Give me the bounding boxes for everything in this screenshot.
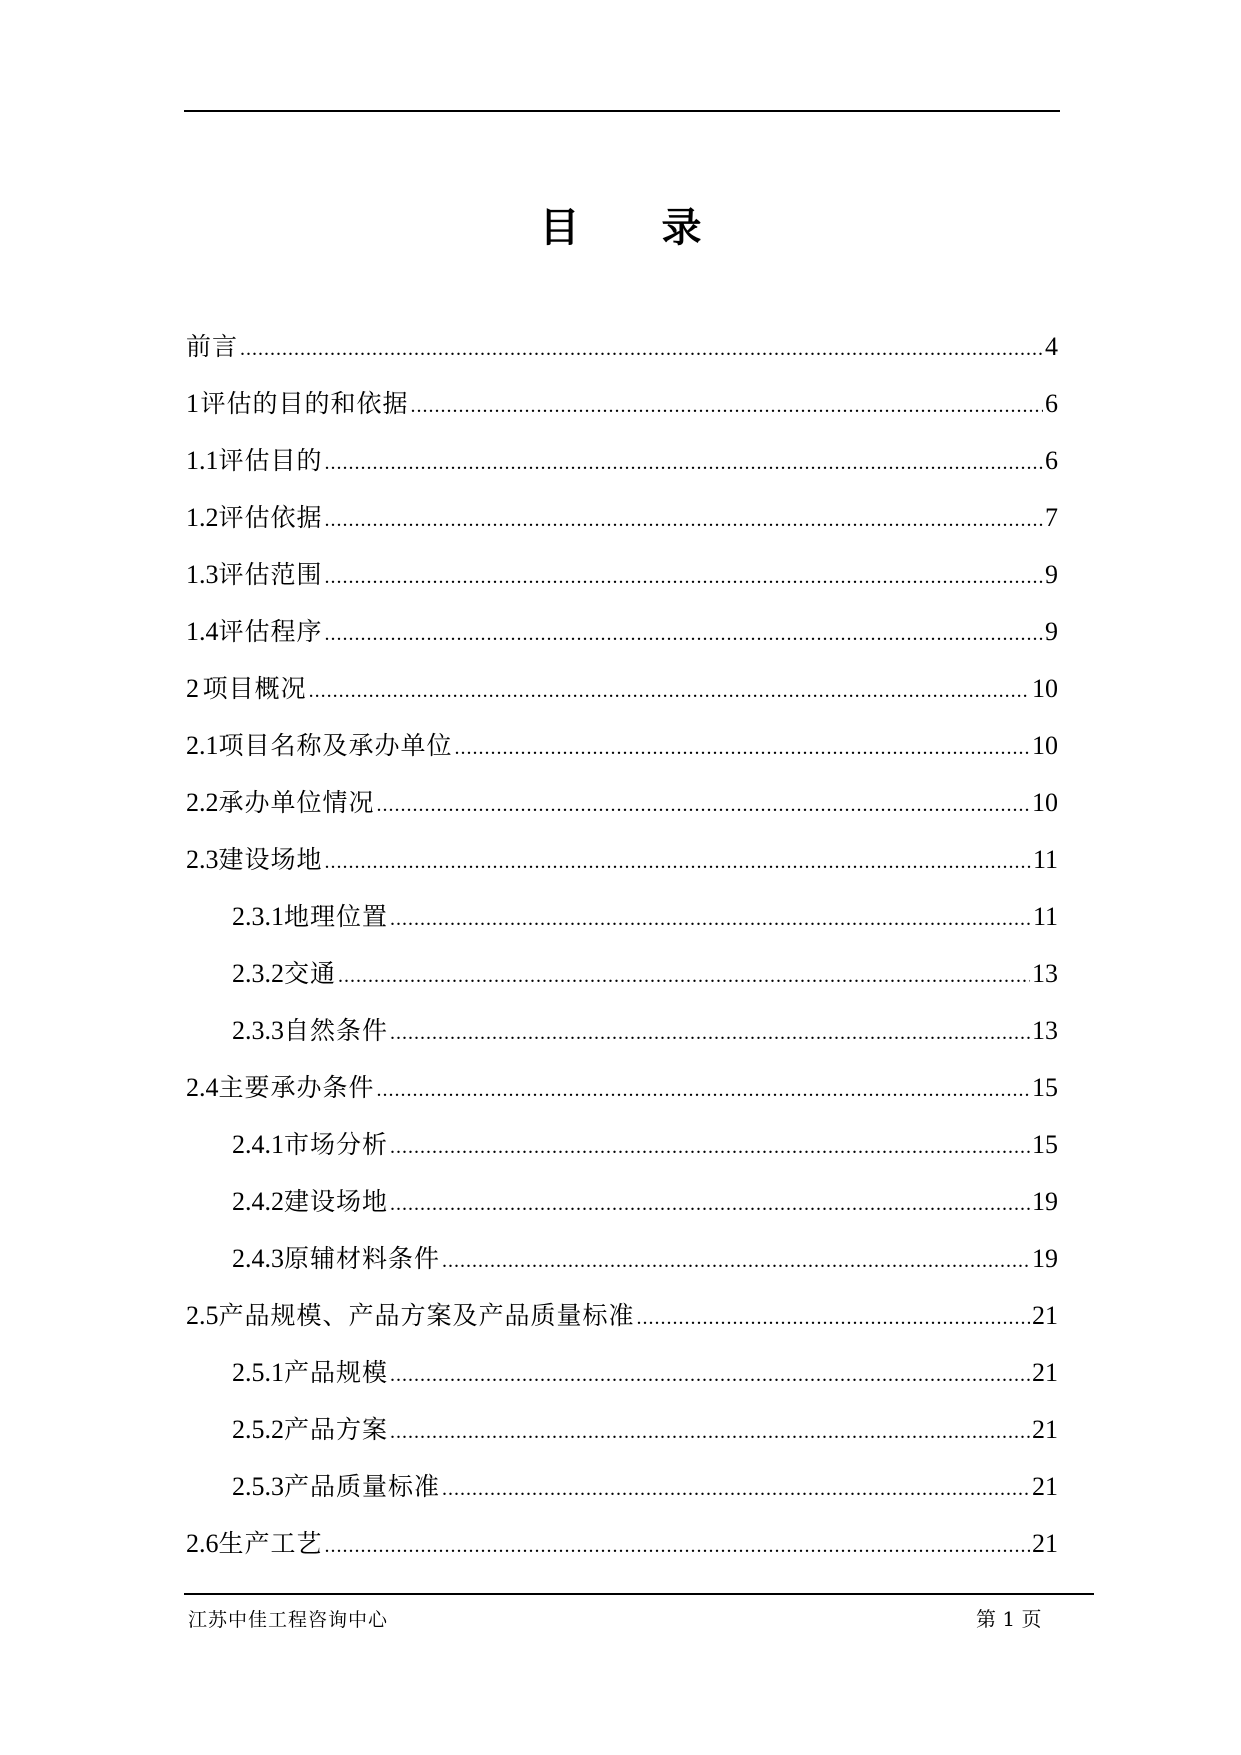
toc-entry-page: 7 [1045, 503, 1058, 532]
toc-entry[interactable] [186, 831, 1058, 888]
toc-entry-page: 21 [1032, 1358, 1058, 1387]
toc-entry-number: 2.5.3 [232, 1472, 284, 1501]
toc-dot-leader [390, 1176, 1030, 1233]
toc-entry-page: 13 [1032, 959, 1058, 988]
toc-entry[interactable] [186, 660, 1058, 717]
toc-entry-title: 评估的目的和依据 [200, 389, 409, 418]
toc-entry[interactable] [186, 1287, 1058, 1344]
toc-entry-number: 1.1 [186, 446, 219, 475]
toc-entry-title: 市场分析 [284, 1130, 389, 1159]
toc-entry-number: 2.3.1 [232, 902, 284, 931]
toc-entry-title: 建设场地 [218, 845, 323, 874]
toc-dot-leader [390, 1005, 1030, 1062]
toc-entry[interactable] [186, 1230, 1058, 1287]
footer-page-number: 第 1 页 [976, 1607, 1042, 1631]
toc-entry-page: 15 [1032, 1130, 1058, 1159]
toc-entry[interactable] [186, 945, 1058, 1002]
toc-entry-page: 21 [1032, 1301, 1058, 1330]
toc-entry-number: 2.5 [186, 1301, 219, 1330]
toc-entry-title: 项目概况 [202, 674, 307, 703]
toc-dot-leader [325, 549, 1043, 606]
toc-entry-title: 生产工艺 [218, 1529, 323, 1558]
toc-entry-page: 4 [1045, 332, 1058, 361]
toc-entry[interactable] [186, 1344, 1058, 1401]
toc-dot-leader [325, 1518, 1030, 1575]
toc-entry-number: 2.3.3 [232, 1016, 284, 1045]
toc-entry-number: 1 [186, 389, 199, 418]
toc-entry-page: 10 [1032, 731, 1058, 760]
toc-dot-leader [411, 378, 1043, 435]
toc-entry-title: 承办单位情况 [218, 788, 375, 817]
toc-entry-title: 主要承办条件 [218, 1073, 375, 1102]
toc-entry-title: 评估目的 [218, 446, 323, 475]
toc-dot-leader [309, 663, 1030, 720]
toc-entry[interactable] [186, 1401, 1058, 1458]
toc-entry-number: 1.2 [186, 503, 219, 532]
toc-entry-number: 1.3 [186, 560, 219, 589]
toc-entry-page: 15 [1032, 1073, 1058, 1102]
toc-entry[interactable] [186, 603, 1058, 660]
toc-entry[interactable] [186, 774, 1058, 831]
toc-entry-page: 19 [1032, 1244, 1058, 1273]
toc-entry-number: 2.4.2 [232, 1187, 284, 1216]
footer-rule [184, 1593, 1094, 1595]
toc-entry[interactable] [186, 1173, 1058, 1230]
toc-entry-number: 2.4.3 [232, 1244, 284, 1273]
toc-entry-page: 11 [1032, 845, 1058, 874]
toc-dot-leader [390, 1404, 1030, 1461]
toc-dot-leader [240, 321, 1043, 378]
toc-dot-leader [338, 948, 1030, 1005]
toc-entry-page: 10 [1032, 788, 1058, 817]
toc-entry-title: 原辅材料条件 [284, 1244, 441, 1273]
toc-entry[interactable] [186, 1515, 1058, 1572]
toc-entry-title: 地理位置 [284, 902, 389, 931]
toc-entry-number: 2 [186, 674, 199, 703]
toc-entry-number: 2.4 [186, 1073, 219, 1102]
toc-entry-number: 2.6 [186, 1529, 219, 1558]
toc-entry[interactable] [186, 1059, 1058, 1116]
toc-dot-leader [325, 834, 1031, 891]
table-of-contents [186, 318, 1058, 1572]
footer-organization: 江苏中佳工程咨询中心 [188, 1609, 389, 1631]
toc-entry[interactable] [186, 546, 1058, 603]
toc-entry-title: 评估范围 [218, 560, 323, 589]
toc-entry-page: 6 [1044, 389, 1058, 418]
toc-entry-page: 21 [1032, 1472, 1058, 1501]
toc-entry[interactable] [186, 1458, 1058, 1515]
toc-entry-number: 2.4.1 [232, 1130, 284, 1159]
toc-entry-number: 1.4 [186, 617, 219, 646]
toc-entry-number: 2.1 [186, 731, 219, 760]
toc-entry-title: 产品质量标准 [284, 1472, 441, 1501]
toc-entry[interactable] [186, 375, 1058, 432]
toc-entry-page: 9 [1045, 560, 1058, 589]
toc-entry-page: 21 [1032, 1529, 1058, 1558]
toc-entry-page: 13 [1032, 1016, 1058, 1045]
toc-entry-title: 建设场地 [284, 1187, 389, 1216]
toc-entry-number: 2.2 [186, 788, 219, 817]
toc-dot-leader [442, 1233, 1030, 1290]
toc-entry-page: 19 [1032, 1187, 1058, 1216]
toc-entry[interactable] [186, 1116, 1058, 1173]
toc-entry-page: 9 [1045, 617, 1058, 646]
toc-entry-page: 6 [1045, 446, 1058, 475]
toc-dot-leader [325, 492, 1043, 549]
toc-entry-number: 2.3.2 [232, 959, 284, 988]
toc-entry-title: 产品规模 [284, 1358, 389, 1387]
toc-dot-leader [442, 1461, 1030, 1518]
toc-dot-leader [637, 1290, 1030, 1347]
toc-entry-number: 2.5.2 [232, 1415, 284, 1444]
toc-entry[interactable] [186, 432, 1058, 489]
toc-entry-title: 产品方案 [284, 1415, 389, 1444]
toc-dot-leader [325, 606, 1043, 663]
toc-entry-title: 项目名称及承办单位 [218, 731, 453, 760]
toc-entry-page: 11 [1032, 902, 1058, 931]
toc-entry[interactable] [186, 1002, 1058, 1059]
toc-entry[interactable] [186, 489, 1058, 546]
toc-dot-leader [390, 891, 1031, 948]
header-rule [184, 110, 1060, 112]
toc-dot-leader [390, 1119, 1030, 1176]
toc-dot-leader [377, 777, 1030, 834]
toc-entry-number: 2.5.1 [232, 1358, 284, 1387]
toc-entry-title: 评估依据 [218, 503, 323, 532]
toc-dot-leader [390, 1347, 1030, 1404]
toc-dot-leader [455, 720, 1030, 777]
toc-entry-title: 交通 [284, 959, 337, 988]
toc-entry-title: 自然条件 [284, 1016, 389, 1045]
toc-entry[interactable] [186, 717, 1058, 774]
toc-entry-title: 言 [212, 332, 239, 361]
toc-entry-title: 评估程序 [218, 617, 323, 646]
toc-entry-number: 2.3 [186, 845, 219, 874]
toc-entry[interactable] [186, 888, 1058, 945]
toc-entry-number: 前 [186, 332, 213, 361]
page-title: 目 录 [539, 205, 736, 251]
toc-entry-page: 21 [1032, 1415, 1058, 1444]
toc-entry-title: 产品规模、产品方案及产品质量标准 [218, 1301, 635, 1330]
toc-dot-leader [377, 1062, 1030, 1119]
toc-entry[interactable] [186, 318, 1058, 375]
toc-dot-leader [325, 435, 1043, 492]
toc-entry-page: 10 [1032, 674, 1058, 703]
